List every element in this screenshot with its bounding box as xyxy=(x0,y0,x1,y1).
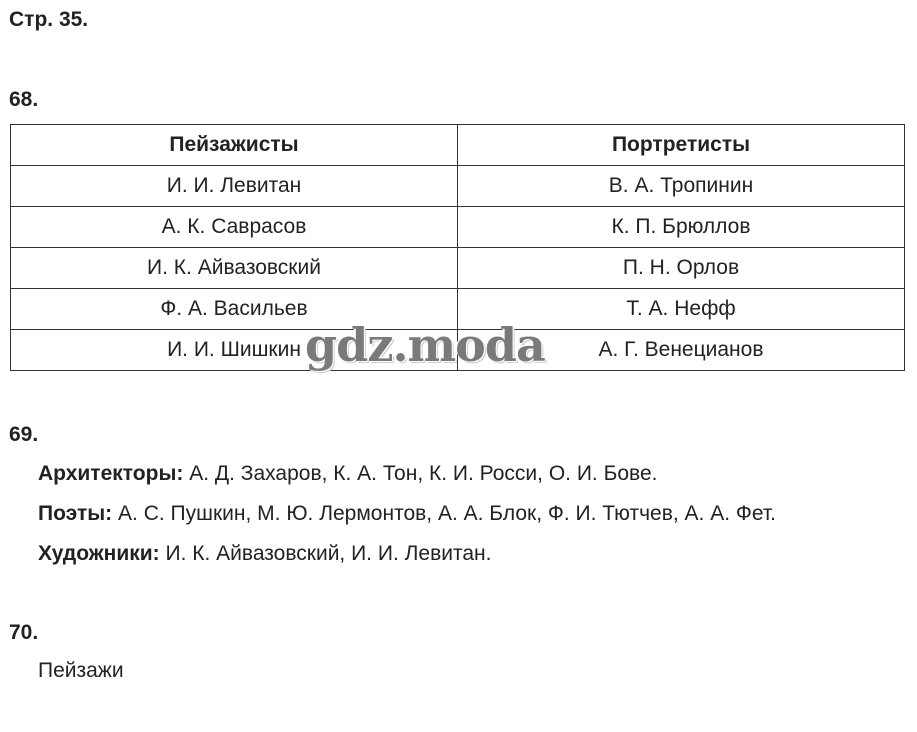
header-landscape-painters: Пейзажисты xyxy=(11,125,458,166)
portrait-painter-cell: А. Г. Венецианов xyxy=(458,330,905,371)
table-row xyxy=(11,248,905,289)
painters-table xyxy=(10,124,905,371)
landscape-painter-cell: И. К. Айвазовский xyxy=(11,248,458,289)
watermark-logo: gdz.moda xyxy=(305,318,545,372)
artists-label: Художники: xyxy=(38,542,160,565)
table-row xyxy=(11,166,905,207)
architects-line xyxy=(38,462,657,486)
poets-line xyxy=(38,502,776,526)
landscape-painter-cell: Ф. А. Васильев xyxy=(11,289,458,330)
table-row xyxy=(11,330,905,371)
exercise-70-number: 70. xyxy=(9,621,39,644)
artists-line xyxy=(38,542,491,566)
table-row xyxy=(11,289,905,330)
exercise-69-number: 69. xyxy=(9,423,39,446)
portrait-painter-cell: В. А. Тропинин xyxy=(458,166,905,207)
poets-names: А. С. Пушкин, М. Ю. Лермонтов, А. А. Блок, Ф. И. Тютчев, А. А. Фет. xyxy=(118,502,776,525)
portrait-painter-cell: Т. А. Нефф xyxy=(458,289,905,330)
landscape-painter-cell: И. И. Шишкин xyxy=(11,330,458,371)
poets-label: Поэты: xyxy=(38,502,113,525)
architects-label: Архитекторы: xyxy=(38,462,184,485)
header-portrait-painters: Портретисты xyxy=(458,125,905,166)
table-row xyxy=(11,207,905,248)
portrait-painter-cell: К. П. Брюллов xyxy=(458,207,905,248)
artists-names: И. К. Айвазовский, И. И. Левитан. xyxy=(165,542,492,565)
exercise-70-answer: Пейзажи xyxy=(38,659,124,682)
table-header-row xyxy=(11,125,905,166)
architects-names: А. Д. Захаров, К. А. Тон, К. И. Росси, О. И. Бове. xyxy=(189,462,658,485)
exercise-68-number: 68. xyxy=(9,88,39,111)
portrait-painter-cell: П. Н. Орлов xyxy=(458,248,905,289)
landscape-painter-cell: А. К. Саврасов xyxy=(11,207,458,248)
landscape-painter-cell: И. И. Левитан xyxy=(11,166,458,207)
page-title: Стр. 35. xyxy=(9,8,89,31)
